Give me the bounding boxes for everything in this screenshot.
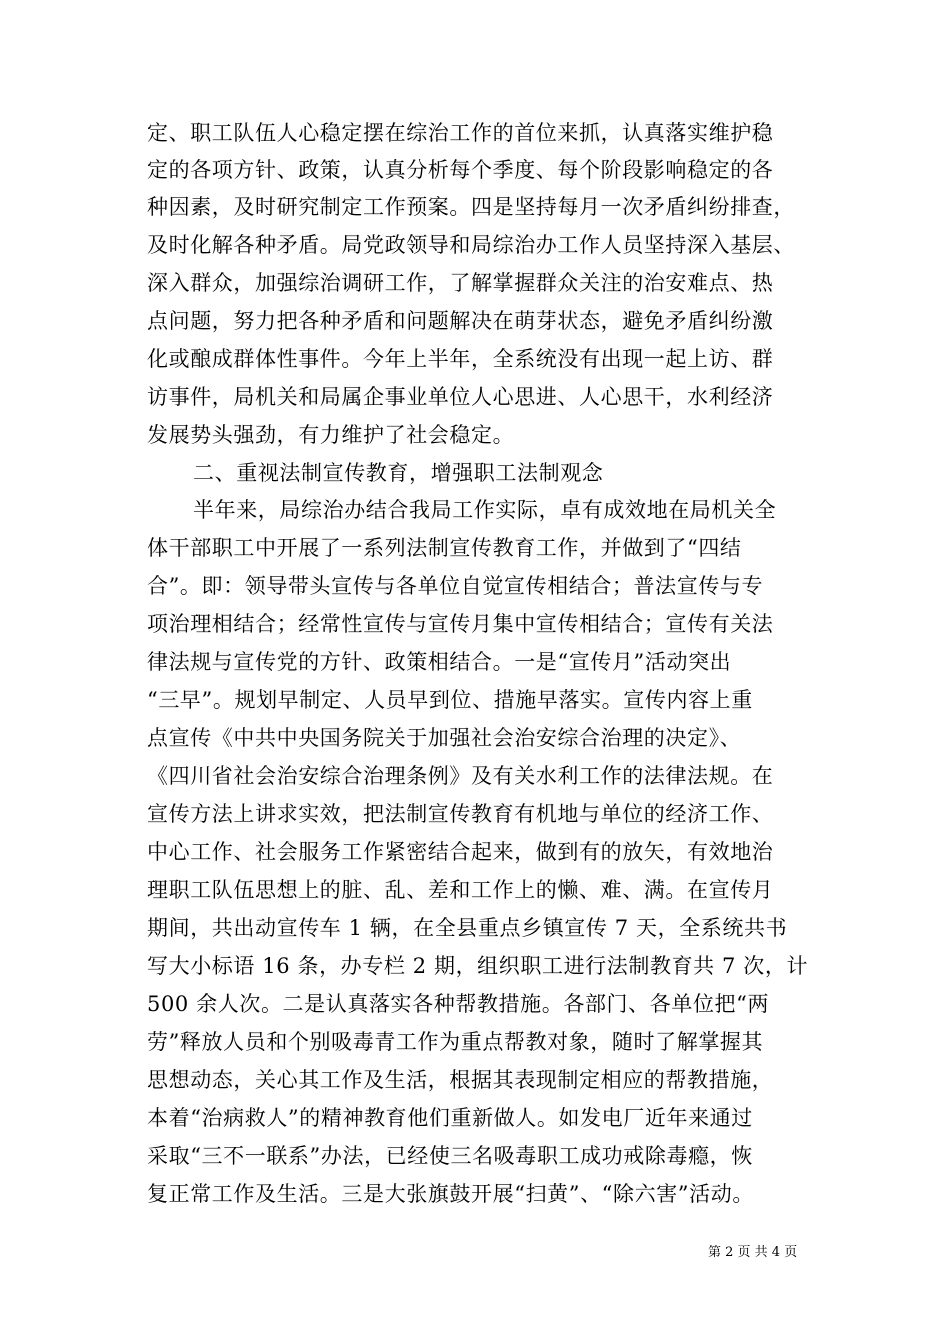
text-line: 项治理相结合；经常性宣传与宣传月集中宣传相结合；宣传有关法 <box>147 612 774 636</box>
text-line: 思想动态，关心其工作及生活，根据其表现制定相应的帮教措施， <box>147 1068 774 1092</box>
text-line: 复正常工作及生活。三是大张旗鼓开展“扫黄”、“除六害”活动。 <box>147 1182 754 1206</box>
text-line: 本着“治病救人”的精神教育他们重新做人。如发电厂近年来通过 <box>147 1106 753 1130</box>
text-line: 《四川省社会治安综合治理条例》及有关水利工作的法律法规。在 <box>147 764 774 788</box>
text-line: 采取“三不一联系”办法，已经使三名吸毒职工成功戒除毒瘾，恢 <box>147 1144 753 1168</box>
text-line: 理职工队伍思想上的脏、乱、差和工作上的懒、难、满。在宣传月 <box>147 878 774 902</box>
text-line: 发展势头强劲，有力维护了社会稳定。 <box>147 423 515 447</box>
text-line: 种因素，及时研究制定工作预案。四是坚持每月一次矛盾纠纷排查， <box>147 195 795 219</box>
text-line: 500 余人次。二是认真落实各种帮教措施。各部门、各单位把“两 <box>147 992 770 1016</box>
text-line: 期间，共出动宣传车 1 辆，在全县重点乡镇宣传 7 天，全系统共书 <box>147 916 788 940</box>
text-line: 宣传方法上讲求实效，把法制宣传教育有机地与单位的经济工作、 <box>147 802 774 826</box>
text-line: 写大小标语 16 条，办专栏 2 期，组织职工进行法制教育共 7 次，计 <box>147 954 809 978</box>
text-line: 点宣传《中共中央国务院关于加强社会治安综合治理的决定》、 <box>147 726 742 750</box>
text-line: 定的各项方针、政策，认真分析每个季度、每个阶段影响稳定的各 <box>147 158 774 182</box>
text-line: 体干部职工中开展了一系列法制宣传教育工作，并做到了“四结 <box>147 536 742 560</box>
text-line: 访事件，局机关和局属企事业单位人心思进、人心思干，水利经济 <box>147 385 774 409</box>
text-line: 定、职工队伍人心稳定摆在综治工作的首位来抓，认真落实维护稳 <box>147 121 774 145</box>
text-line: 半年来，局综治办结合我局工作实际，卓有成效地在局机关全 <box>193 498 777 522</box>
page-indicator: 第 2 页 共 4 页 <box>708 1245 798 1260</box>
text-line: 劳”释放人员和个别吸毒青工作为重点帮教对象，随时了解掌握其 <box>147 1030 764 1054</box>
text-line: 深入群众，加强综治调研工作，了解掌握群众关注的治安难点、热 <box>147 271 774 295</box>
text-line: 点问题，努力把各种矛盾和问题解决在萌芽状态，避免矛盾纠纷激 <box>147 309 774 333</box>
text-line: 及时化解各种矛盾。局党政领导和局综治办工作人员坚持深入基层、 <box>147 233 795 257</box>
text-line: 化或酿成群体性事件。今年上半年，全系统没有出现一起上访、群 <box>147 347 774 371</box>
section-heading: 二、重视法制宣传教育，增强职工法制观念 <box>193 461 604 485</box>
text-line: 律法规与宣传党的方针、政策相结合。一是“宣传月”活动突出 <box>147 650 732 674</box>
text-line: “三早”。规划早制定、人员早到位、措施早落实。宣传内容上重 <box>147 688 753 712</box>
text-line: 中心工作、社会服务工作紧密结合起来，做到有的放矢，有效地治 <box>147 840 774 864</box>
text-line: 合”。即：领导带头宣传与各单位自觉宣传相结合；普法宣传与专 <box>147 574 764 598</box>
